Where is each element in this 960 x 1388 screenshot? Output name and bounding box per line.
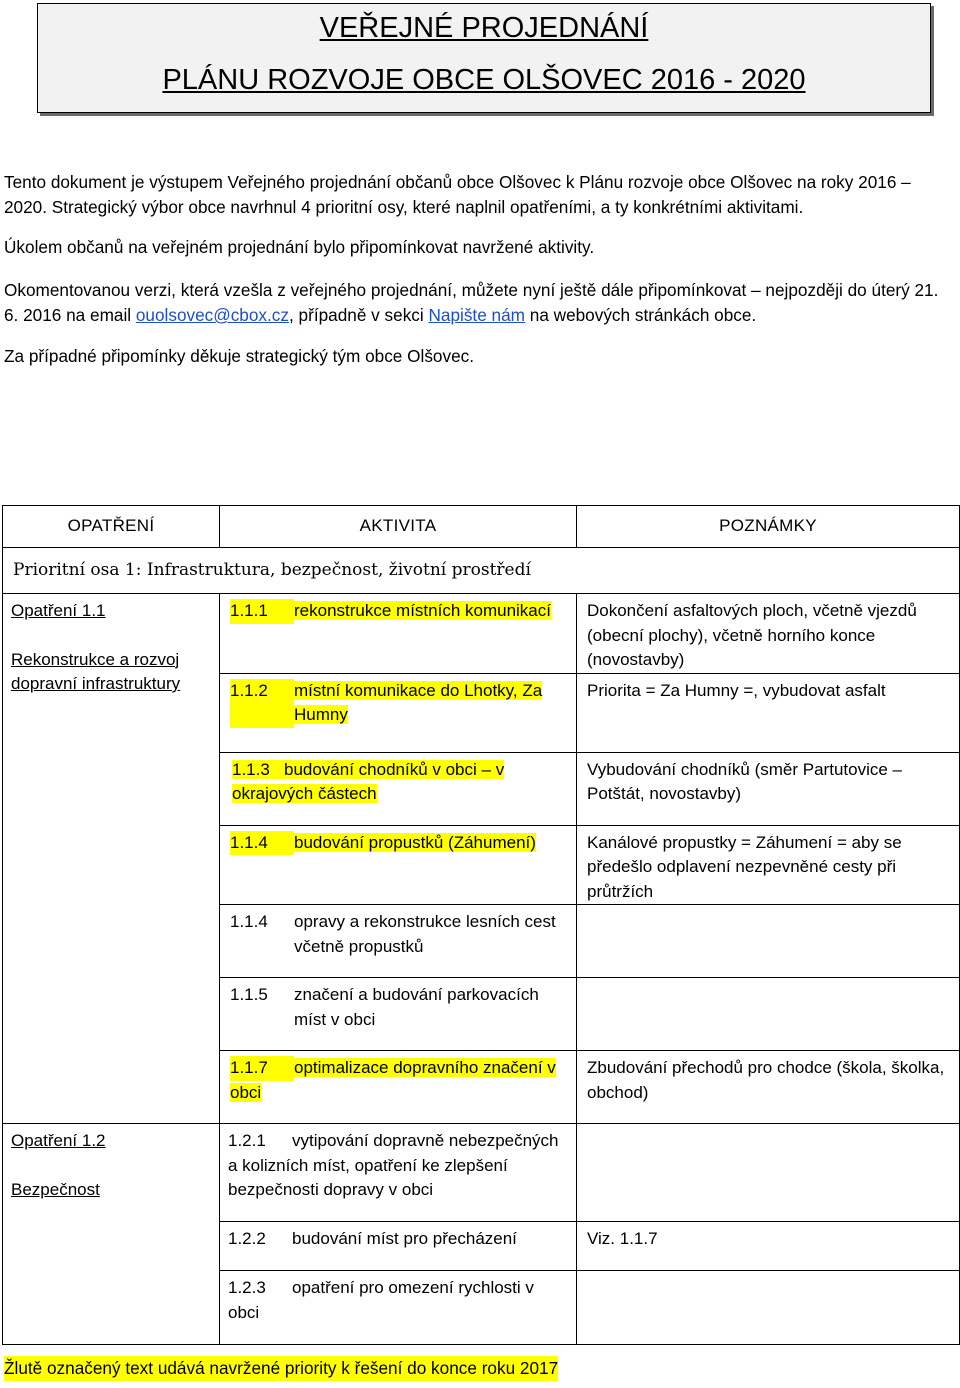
intro-paragraph-4: Za případné připomínky děkuje strategický tým obce Olšovec. <box>4 346 475 366</box>
table-row <box>3 1124 960 1222</box>
header-opatreni: OPATŘENÍ <box>3 506 220 548</box>
note-cell: Zbudování přechodů pro chodce (škola, školka, obchod) <box>577 1051 960 1124</box>
activity-text: budování propustků (Záhumení) <box>294 832 536 852</box>
activity-number: 1.1.5 <box>230 985 268 1004</box>
activity-number: 1.2.3 <box>228 1278 266 1297</box>
note-cell <box>577 1124 960 1222</box>
activity-text: místní komunikace do Lhotky, Za Humny <box>294 680 543 724</box>
note-cell: Kanálové propustky = Záhumení = aby se předešlo odplavení nezpevněné cesty při průtržích <box>577 825 960 905</box>
intro-paragraph-2: Úkolem občanů na veřejném projednání bylo připomínkovat navržené aktivity. <box>4 237 595 257</box>
measure-1-1-code: Opatření 1.1 <box>11 601 106 620</box>
note-cell <box>577 905 960 978</box>
measure-1-1-name: Rekonstrukce a rozvoj dopravní infrastruktury <box>11 649 181 693</box>
header-aktivita: AKTIVITA <box>220 506 577 548</box>
measure-1-1 <box>3 594 220 1124</box>
intro-text: na webových stránkách obce. <box>524 305 757 325</box>
intro-paragraph-1: Tento dokument je výstupem Veřejného projednání občanů obce Olšovec k Plánu rozvoje obce Olšovec na roky 2016 – 2020. Strategický výbor obce navrhnul 4 prioritní osy, které naplnil opatřeními, a ty konkrétními aktivitami. <box>4 172 911 217</box>
activity-cell <box>220 1271 577 1345</box>
email-link[interactable]: ouolsovec@cbox.cz <box>135 305 289 325</box>
activity-cell <box>220 673 577 752</box>
activity-text: budování míst pro přecházení <box>292 1229 517 1248</box>
intro-text: Okomentovanou verzi, která vzešla z veřejného projednání, můžete nyní ještě dále připomínkovat – nejpozději do úterý 21. 6. 2016 na email <box>4 280 939 325</box>
title-line-1: VEŘEJNÉ PROJEDNÁNÍ <box>319 12 649 44</box>
note-cell <box>577 1271 960 1345</box>
activity-number: 1.2.2 <box>228 1229 266 1248</box>
priority-axis-title: Prioritní osa 1: Infrastruktura, bezpečnost, životní prostředí <box>3 548 960 594</box>
activity-text: značení a budování parkovacích míst v obci <box>294 985 539 1029</box>
activity-text: vytipování dopravně nebezpečných a kolizních míst, opatření ke zlepšení bezpečnosti dopravy v obci <box>228 1131 559 1199</box>
activity-number: 1.1.7 <box>230 1056 294 1081</box>
activity-cell <box>220 1222 577 1271</box>
activity-cell <box>220 905 577 978</box>
note-cell: Dokončení asfaltových ploch, včetně vjezdů (obecní plochy), včetně horního konce (novostavby) <box>577 594 960 674</box>
activity-number: 1.1.3 <box>232 759 270 779</box>
activity-cell <box>220 594 577 674</box>
footer-note: Žlutě označený text udává navržené priority k řešení do konce roku 2017 <box>4 1356 558 1381</box>
note-cell <box>577 978 960 1051</box>
title-line-2: PLÁNU ROZVOJE OBCE OLŠOVEC 2016 - 2020 <box>162 64 806 96</box>
table-row <box>3 594 960 674</box>
activity-text: budování chodníků v obci – v okrajových částech <box>232 759 505 803</box>
note-cell: Viz. 1.1.7 <box>577 1222 960 1271</box>
activity-number: 1.1.1 <box>230 599 294 624</box>
activity-cell <box>220 752 577 825</box>
intro-paragraph-3 <box>4 278 956 328</box>
measures-table <box>2 505 960 1345</box>
activity-cell <box>220 1051 577 1124</box>
table-header-row <box>3 506 960 548</box>
activity-cell <box>220 978 577 1051</box>
activity-text: rekonstrukce místních komunikací <box>294 601 551 620</box>
note-cell: Priorita = Za Humny =, vybudovat asfalt <box>577 673 960 752</box>
activity-number: 1.1.2 <box>230 679 294 728</box>
intro-text: , případně v sekci <box>289 305 429 325</box>
activity-text: opravy a rekonstrukce lesních cest včetně propustků <box>294 912 556 956</box>
activity-cell <box>220 825 577 905</box>
activity-cell <box>220 1124 577 1222</box>
priority-axis-row <box>3 548 960 594</box>
title-box <box>37 3 931 113</box>
activity-number: 1.2.1 <box>228 1131 266 1150</box>
note-cell: Vybudování chodníků (směr Partutovice – Potštát, novostavby) <box>577 752 960 825</box>
measure-1-2-name: Bezpečnost <box>11 1179 100 1199</box>
measure-1-2-code: Opatření 1.2 <box>11 1131 106 1150</box>
activity-text: optimalizace dopravního značení v obci <box>230 1058 556 1102</box>
header-poznamky: POZNÁMKY <box>577 506 960 548</box>
activity-number: 1.1.4 <box>230 831 294 856</box>
measure-1-2 <box>3 1124 220 1345</box>
activity-text: opatření pro omezení rychlosti v obci <box>228 1278 534 1322</box>
contact-link[interactable]: Napište nám <box>428 305 525 325</box>
activity-number: 1.1.4 <box>230 912 268 931</box>
